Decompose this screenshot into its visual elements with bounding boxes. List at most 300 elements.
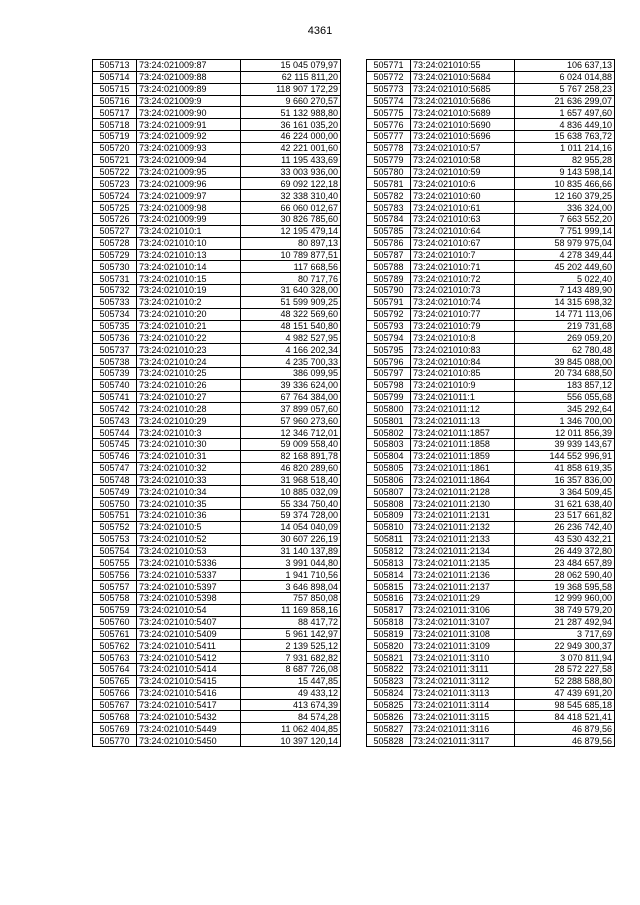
row-number-cell: 505731 [93, 273, 137, 285]
row-number-cell: 505727 [93, 225, 137, 237]
table-row [93, 83, 341, 95]
table-row [367, 450, 615, 462]
cadastral-number-cell: 73:24:021009:97 [137, 190, 241, 202]
row-number-cell: 505820 [367, 640, 411, 652]
row-number-cell: 505715 [93, 83, 137, 95]
table-row [93, 225, 341, 237]
value-cell: 51 599 909,25 [241, 296, 341, 308]
value-cell: 43 530 432,21 [515, 533, 615, 545]
table-row [93, 533, 341, 545]
row-number-cell: 505770 [93, 735, 137, 747]
cadastral-number-cell: 73:24:021010:31 [137, 450, 241, 462]
row-number-cell: 505734 [93, 308, 137, 320]
cadastral-number-cell: 73:24:021010:5416 [137, 687, 241, 699]
cadastral-number-cell: 73:24:021010:2 [137, 296, 241, 308]
table-row [367, 723, 615, 735]
cadastral-number-cell: 73:24:021011:3111 [411, 664, 515, 676]
row-number-cell: 505821 [367, 652, 411, 664]
value-cell: 3 364 509,45 [515, 486, 615, 498]
cadastral-number-cell: 73:24:021010:10 [137, 237, 241, 249]
value-cell: 4 982 527,95 [241, 332, 341, 344]
row-number-cell: 505793 [367, 320, 411, 332]
value-cell: 30 826 785,60 [241, 213, 341, 225]
table-row [367, 273, 615, 285]
value-cell: 4 836 449,10 [515, 119, 615, 131]
row-number-cell: 505792 [367, 308, 411, 320]
value-cell: 3 991 044,80 [241, 557, 341, 569]
cadastral-number-cell: 73:24:021010:85 [411, 367, 515, 379]
row-number-cell: 505828 [367, 735, 411, 747]
value-cell: 26 449 372,80 [515, 545, 615, 557]
cadastral-number-cell: 73:24:021010:5 [137, 521, 241, 533]
cadastral-number-cell: 73:24:021011:3116 [411, 723, 515, 735]
cadastral-number-cell: 73:24:021010:5689 [411, 107, 515, 119]
row-number-cell: 505762 [93, 640, 137, 652]
value-cell: 12 160 379,25 [515, 190, 615, 202]
table-row [367, 296, 615, 308]
table-row [93, 320, 341, 332]
row-number-cell: 505818 [367, 616, 411, 628]
row-number-cell: 505741 [93, 391, 137, 403]
cadastral-number-cell: 73:24:021011:1859 [411, 450, 515, 462]
cadastral-number-cell: 73:24:021010:5690 [411, 119, 515, 131]
table-row [93, 521, 341, 533]
value-cell: 31 640 328,00 [241, 285, 341, 297]
value-cell: 47 439 691,20 [515, 687, 615, 699]
value-cell: 757 850,08 [241, 592, 341, 604]
row-number-cell: 505724 [93, 190, 137, 202]
cadastral-number-cell: 73:24:021010:21 [137, 320, 241, 332]
table-row [93, 652, 341, 664]
page-number: 4361 [307, 25, 333, 37]
cadastral-number-cell: 73:24:021011:3112 [411, 675, 515, 687]
cadastral-number-cell: 73:24:021010:5412 [137, 652, 241, 664]
value-cell: 69 092 122,18 [241, 178, 341, 190]
table-row [93, 332, 341, 344]
cadastral-number-cell: 73:24:021010:59 [411, 166, 515, 178]
cadastral-number-cell: 73:24:021009:9 [137, 95, 241, 107]
table-row [367, 379, 615, 391]
row-number-cell: 505806 [367, 474, 411, 486]
table-row [367, 131, 615, 143]
value-cell: 7 663 552,20 [515, 213, 615, 225]
cadastral-number-cell: 73:24:021010:5414 [137, 664, 241, 676]
table-row [93, 166, 341, 178]
table-row [367, 545, 615, 557]
cadastral-number-cell: 73:24:021010:19 [137, 285, 241, 297]
table-row [367, 592, 615, 604]
cadastral-number-cell: 73:24:021010:34 [137, 486, 241, 498]
value-cell: 36 161 035,20 [241, 119, 341, 131]
row-number-cell: 505809 [367, 510, 411, 522]
row-number-cell: 505745 [93, 439, 137, 451]
row-number-cell: 505825 [367, 699, 411, 711]
table-row [93, 557, 341, 569]
table-row [93, 71, 341, 83]
value-cell: 2 139 525,12 [241, 640, 341, 652]
table-row [367, 60, 615, 72]
cadastral-number-cell: 73:24:021010:8 [411, 332, 515, 344]
table-row [367, 308, 615, 320]
table-row [367, 569, 615, 581]
value-cell: 21 287 492,94 [515, 616, 615, 628]
value-cell: 413 674,39 [241, 699, 341, 711]
table-row [93, 249, 341, 261]
registry-table-left [92, 59, 341, 747]
row-number-cell: 505815 [367, 581, 411, 593]
cadastral-number-cell: 73:24:021011:3107 [411, 616, 515, 628]
row-number-cell: 505743 [93, 415, 137, 427]
table-row [93, 213, 341, 225]
table-row [367, 415, 615, 427]
row-number-cell: 505784 [367, 213, 411, 225]
row-number-cell: 505742 [93, 403, 137, 415]
table-row [367, 427, 615, 439]
cadastral-number-cell: 73:24:021010:32 [137, 462, 241, 474]
value-cell: 30 607 226,19 [241, 533, 341, 545]
table-row [93, 450, 341, 462]
table-row [93, 142, 341, 154]
value-cell: 46 879,56 [515, 723, 615, 735]
row-number-cell: 505733 [93, 296, 137, 308]
value-cell: 7 143 489,90 [515, 285, 615, 297]
table-row [93, 664, 341, 676]
row-number-cell: 505747 [93, 462, 137, 474]
table-row [367, 403, 615, 415]
cadastral-number-cell: 73:24:021010:26 [137, 379, 241, 391]
row-number-cell: 505788 [367, 261, 411, 273]
cadastral-number-cell: 73:24:021010:13 [137, 249, 241, 261]
row-number-cell: 505827 [367, 723, 411, 735]
row-number-cell: 505807 [367, 486, 411, 498]
value-cell: 4 235 700,33 [241, 356, 341, 368]
row-number-cell: 505726 [93, 213, 137, 225]
cadastral-number-cell: 73:24:021011:2128 [411, 486, 515, 498]
value-cell: 45 202 449,60 [515, 261, 615, 273]
table-row [93, 178, 341, 190]
row-number-cell: 505810 [367, 521, 411, 533]
table-row [367, 202, 615, 214]
row-number-cell: 505716 [93, 95, 137, 107]
table-row [93, 367, 341, 379]
cadastral-number-cell: 73:24:021011:13 [411, 415, 515, 427]
cadastral-number-cell: 73:24:021010:27 [137, 391, 241, 403]
value-cell: 46 224 000,00 [241, 131, 341, 143]
cadastral-number-cell: 73:24:021011:2130 [411, 498, 515, 510]
cadastral-number-cell: 73:24:021010:5409 [137, 628, 241, 640]
row-number-cell: 505740 [93, 379, 137, 391]
cadastral-number-cell: 73:24:021011:1861 [411, 462, 515, 474]
value-cell: 46 879,56 [515, 735, 615, 747]
row-number-cell: 505766 [93, 687, 137, 699]
table-row [93, 403, 341, 415]
row-number-cell: 505817 [367, 604, 411, 616]
value-cell: 82 168 891,78 [241, 450, 341, 462]
table-row [93, 569, 341, 581]
table-row [93, 545, 341, 557]
table-row [367, 261, 615, 273]
cadastral-number-cell: 73:24:021010:20 [137, 308, 241, 320]
table-row [93, 628, 341, 640]
table-row [367, 533, 615, 545]
cadastral-number-cell: 73:24:021009:90 [137, 107, 241, 119]
value-cell: 556 055,68 [515, 391, 615, 403]
row-number-cell: 505732 [93, 285, 137, 297]
value-cell: 14 315 698,32 [515, 296, 615, 308]
cadastral-number-cell: 73:24:021011:2135 [411, 557, 515, 569]
value-cell: 31 140 137,89 [241, 545, 341, 557]
row-number-cell: 505779 [367, 154, 411, 166]
row-number-cell: 505754 [93, 545, 137, 557]
row-number-cell: 505746 [93, 450, 137, 462]
table-row [367, 332, 615, 344]
value-cell: 80 897,13 [241, 237, 341, 249]
cadastral-number-cell: 73:24:021011:2133 [411, 533, 515, 545]
table-row [367, 83, 615, 95]
row-number-cell: 505796 [367, 356, 411, 368]
cadastral-number-cell: 73:24:021010:7 [411, 249, 515, 261]
cadastral-number-cell: 73:24:021011:1857 [411, 427, 515, 439]
row-number-cell: 505774 [367, 95, 411, 107]
table-row [367, 581, 615, 593]
row-number-cell: 505717 [93, 107, 137, 119]
row-number-cell: 505798 [367, 379, 411, 391]
value-cell: 57 960 273,60 [241, 415, 341, 427]
row-number-cell: 505786 [367, 237, 411, 249]
value-cell: 51 132 988,80 [241, 107, 341, 119]
value-cell: 12 999 960,00 [515, 592, 615, 604]
cadastral-number-cell: 73:24:021009:96 [137, 178, 241, 190]
row-number-cell: 505781 [367, 178, 411, 190]
cadastral-number-cell: 73:24:021010:52 [137, 533, 241, 545]
value-cell: 37 899 057,60 [241, 403, 341, 415]
cadastral-number-cell: 73:24:021011:3108 [411, 628, 515, 640]
table-row [93, 391, 341, 403]
table-row [367, 675, 615, 687]
value-cell: 52 288 588,80 [515, 675, 615, 687]
row-number-cell: 505749 [93, 486, 137, 498]
row-number-cell: 505738 [93, 356, 137, 368]
cadastral-number-cell: 73:24:021011:1864 [411, 474, 515, 486]
cadastral-number-cell: 73:24:021010:25 [137, 367, 241, 379]
table-row [367, 735, 615, 747]
cadastral-number-cell: 73:24:021010:83 [411, 344, 515, 356]
table-row [367, 616, 615, 628]
cadastral-number-cell: 73:24:021010:55 [411, 60, 515, 72]
row-number-cell: 505769 [93, 723, 137, 735]
cadastral-number-cell: 73:24:021010:77 [411, 308, 515, 320]
value-cell: 1 346 700,00 [515, 415, 615, 427]
table-row [93, 95, 341, 107]
value-cell: 14 771 113,06 [515, 308, 615, 320]
table-row [93, 462, 341, 474]
value-cell: 26 236 742,40 [515, 521, 615, 533]
cadastral-number-cell: 73:24:021010:60 [411, 190, 515, 202]
row-number-cell: 505801 [367, 415, 411, 427]
value-cell: 1 941 710,56 [241, 569, 341, 581]
cadastral-number-cell: 73:24:021009:93 [137, 142, 241, 154]
value-cell: 11 062 404,85 [241, 723, 341, 735]
value-cell: 42 221 001,60 [241, 142, 341, 154]
row-number-cell: 505765 [93, 675, 137, 687]
value-cell: 11 195 433,69 [241, 154, 341, 166]
cadastral-number-cell: 73:24:021010:64 [411, 225, 515, 237]
value-cell: 144 552 996,91 [515, 450, 615, 462]
cadastral-number-cell: 73:24:021010:5398 [137, 592, 241, 604]
row-number-cell: 505722 [93, 166, 137, 178]
table-row [367, 237, 615, 249]
value-cell: 80 717,76 [241, 273, 341, 285]
row-number-cell: 505780 [367, 166, 411, 178]
cadastral-number-cell: 73:24:021011:2136 [411, 569, 515, 581]
row-number-cell: 505729 [93, 249, 137, 261]
value-cell: 28 062 590,40 [515, 569, 615, 581]
cadastral-number-cell: 73:24:021010:33 [137, 474, 241, 486]
table-row [93, 296, 341, 308]
table-row [93, 439, 341, 451]
row-number-cell: 505776 [367, 119, 411, 131]
row-number-cell: 505826 [367, 711, 411, 723]
row-number-cell: 505775 [367, 107, 411, 119]
value-cell: 39 939 143,67 [515, 439, 615, 451]
table-row [93, 735, 341, 747]
cadastral-number-cell: 73:24:021010:54 [137, 604, 241, 616]
cadastral-number-cell: 73:24:021010:5432 [137, 711, 241, 723]
row-number-cell: 505783 [367, 202, 411, 214]
cadastral-number-cell: 73:24:021010:5686 [411, 95, 515, 107]
cadastral-number-cell: 73:24:021011:12 [411, 403, 515, 415]
value-cell: 12 195 479,14 [241, 225, 341, 237]
row-number-cell: 505813 [367, 557, 411, 569]
row-number-cell: 505752 [93, 521, 137, 533]
row-number-cell: 505777 [367, 131, 411, 143]
row-number-cell: 505768 [93, 711, 137, 723]
row-number-cell: 505797 [367, 367, 411, 379]
table-row [93, 699, 341, 711]
value-cell: 84 418 521,41 [515, 711, 615, 723]
table-row [367, 391, 615, 403]
cadastral-number-cell: 73:24:021010:71 [411, 261, 515, 273]
value-cell: 269 059,20 [515, 332, 615, 344]
value-cell: 10 789 877,51 [241, 249, 341, 261]
table-row [367, 107, 615, 119]
table-row [367, 486, 615, 498]
value-cell: 67 764 384,00 [241, 391, 341, 403]
table-row [367, 498, 615, 510]
table-row [93, 202, 341, 214]
row-number-cell: 505751 [93, 510, 137, 522]
row-number-cell: 505771 [367, 60, 411, 72]
value-cell: 183 857,12 [515, 379, 615, 391]
cadastral-number-cell: 73:24:021010:1 [137, 225, 241, 237]
row-number-cell: 505787 [367, 249, 411, 261]
cadastral-number-cell: 73:24:021010:74 [411, 296, 515, 308]
value-cell: 15 447,85 [241, 675, 341, 687]
table-row [367, 652, 615, 664]
value-cell: 16 357 836,00 [515, 474, 615, 486]
row-number-cell: 505735 [93, 320, 137, 332]
row-number-cell: 505790 [367, 285, 411, 297]
row-number-cell: 505778 [367, 142, 411, 154]
value-cell: 31 968 518,40 [241, 474, 341, 486]
row-number-cell: 505816 [367, 592, 411, 604]
registry-table-right [366, 59, 615, 747]
row-number-cell: 505758 [93, 592, 137, 604]
table-row [367, 285, 615, 297]
cadastral-number-cell: 73:24:021011:3115 [411, 711, 515, 723]
cadastral-number-cell: 73:24:021010:24 [137, 356, 241, 368]
cadastral-number-cell: 73:24:021010:5450 [137, 735, 241, 747]
table-row [367, 439, 615, 451]
table-row [367, 213, 615, 225]
value-cell: 39 845 088,00 [515, 356, 615, 368]
value-cell: 6 024 014,88 [515, 71, 615, 83]
value-cell: 23 484 657,89 [515, 557, 615, 569]
cadastral-number-cell: 73:24:021011:2137 [411, 581, 515, 593]
value-cell: 28 572 227,58 [515, 664, 615, 676]
table-row [93, 711, 341, 723]
cadastral-number-cell: 73:24:021010:5685 [411, 83, 515, 95]
cadastral-number-cell: 73:24:021010:57 [411, 142, 515, 154]
row-number-cell: 505739 [93, 367, 137, 379]
row-number-cell: 505773 [367, 83, 411, 95]
value-cell: 10 397 120,14 [241, 735, 341, 747]
cadastral-number-cell: 73:24:021010:3 [137, 427, 241, 439]
table-row [93, 308, 341, 320]
row-number-cell: 505748 [93, 474, 137, 486]
cadastral-number-cell: 73:24:021010:84 [411, 356, 515, 368]
cadastral-number-cell: 73:24:021010:30 [137, 439, 241, 451]
cadastral-number-cell: 73:24:021010:15 [137, 273, 241, 285]
table-row [93, 427, 341, 439]
value-cell: 14 054 040,09 [241, 521, 341, 533]
row-number-cell: 505760 [93, 616, 137, 628]
table-row [93, 356, 341, 368]
table-row [367, 367, 615, 379]
table-row [93, 237, 341, 249]
table-row [367, 664, 615, 676]
table-row [93, 675, 341, 687]
value-cell: 1 011 214,16 [515, 142, 615, 154]
row-number-cell: 505767 [93, 699, 137, 711]
row-number-cell: 505753 [93, 533, 137, 545]
row-number-cell: 505737 [93, 344, 137, 356]
value-cell: 3 070 811,94 [515, 652, 615, 664]
value-cell: 4 166 202,34 [241, 344, 341, 356]
table-row [367, 521, 615, 533]
cadastral-number-cell: 73:24:021010:22 [137, 332, 241, 344]
row-number-cell: 505794 [367, 332, 411, 344]
row-number-cell: 505824 [367, 687, 411, 699]
value-cell: 1 657 497,60 [515, 107, 615, 119]
value-cell: 46 820 289,60 [241, 462, 341, 474]
value-cell: 106 637,13 [515, 60, 615, 72]
cadastral-number-cell: 73:24:021010:58 [411, 154, 515, 166]
cadastral-number-cell: 73:24:021010:53 [137, 545, 241, 557]
value-cell: 82 955,28 [515, 154, 615, 166]
cadastral-number-cell: 73:24:021010:73 [411, 285, 515, 297]
value-cell: 32 338 310,40 [241, 190, 341, 202]
cadastral-number-cell: 73:24:021010:5336 [137, 557, 241, 569]
value-cell: 62 780,48 [515, 344, 615, 356]
value-cell: 219 731,68 [515, 320, 615, 332]
value-cell: 7 931 682,82 [241, 652, 341, 664]
cadastral-number-cell: 73:24:021010:5407 [137, 616, 241, 628]
value-cell: 22 949 300,37 [515, 640, 615, 652]
cadastral-number-cell: 73:24:021011:3114 [411, 699, 515, 711]
row-number-cell: 505764 [93, 664, 137, 676]
value-cell: 41 858 619,35 [515, 462, 615, 474]
